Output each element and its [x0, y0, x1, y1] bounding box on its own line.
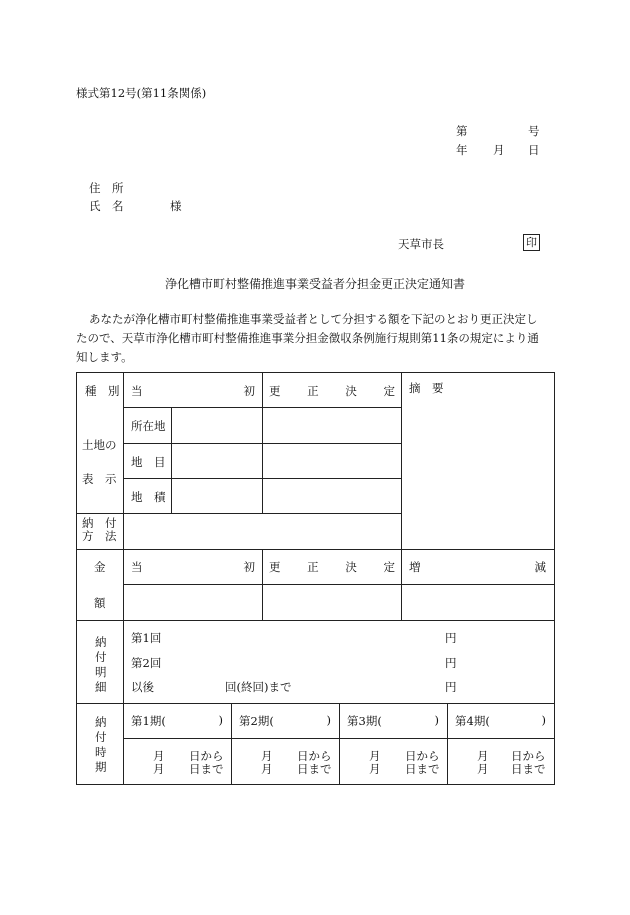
amount-zougen — [409, 559, 546, 575]
period-1-to: 日まで — [189, 762, 224, 776]
kin-label: 金 — [94, 560, 106, 574]
period-3-month — [369, 750, 381, 776]
name-label: 氏 名 — [89, 199, 124, 213]
kousei-char-1: 更 — [269, 384, 281, 398]
amount-kousei — [269, 559, 395, 575]
period-3-days — [405, 750, 440, 776]
period-2-to: 日まで — [297, 762, 332, 776]
period-4-month-to: 月 — [477, 762, 489, 776]
doc-number-go: 号 — [528, 124, 540, 138]
tousho-char-1: 当 — [131, 384, 143, 398]
hline — [77, 549, 554, 550]
vline — [262, 373, 263, 513]
jiki-char-3: 時 — [95, 745, 107, 759]
period-3-from: 日から — [405, 749, 440, 763]
vline — [262, 549, 263, 620]
date-day: 日 — [528, 143, 540, 157]
jiki-char-2: 付 — [95, 730, 107, 744]
body-line-2: たので、天草市浄化槽市町村整備推進事業分担金徴収条例施行規則第11条の規定により通 — [76, 331, 539, 345]
period-3-month-to: 月 — [369, 762, 381, 776]
period-3-close: ) — [434, 713, 439, 727]
hline — [77, 703, 554, 704]
jiki-char-1: 納 — [95, 715, 107, 729]
nofu-houhou-1: 納 付 — [82, 516, 117, 530]
body-line-1: あなたが浄化槽市町村整備推進事業受益者として分担する額を下記のとおり更正決定し — [89, 312, 538, 326]
chimoku-label: 地 目 — [131, 455, 166, 469]
tochi-label-1: 土地の — [82, 438, 117, 452]
period-4-days — [511, 750, 546, 776]
gaku-label: 額 — [94, 596, 106, 610]
hline — [123, 584, 554, 585]
jiki-char-4: 期 — [95, 760, 107, 774]
meisai-row-1-label: 第1回 — [131, 631, 162, 645]
kousei-char-4: 定 — [383, 384, 395, 398]
meisai-char-2: 付 — [95, 650, 107, 664]
zougen-char-2: 減 — [534, 560, 546, 574]
period-1-header — [131, 713, 223, 729]
period-1-from: 日から — [189, 749, 224, 763]
amount-tousho-char-2: 初 — [243, 560, 255, 574]
amount-kousei-char-3: 決 — [345, 560, 357, 574]
period-3-to: 日まで — [405, 762, 440, 776]
meisai-row-3-label: 以後 — [131, 680, 154, 694]
period-2-close: ) — [326, 713, 331, 727]
sama-label: 様 — [170, 199, 182, 213]
zougen-char-1: 増 — [409, 560, 421, 574]
amount-kousei-char-4: 定 — [383, 560, 395, 574]
period-4-to: 日まで — [511, 762, 546, 776]
period-2-month-from: 月 — [261, 749, 273, 763]
hline — [77, 620, 554, 621]
meisai-row-2-label: 第2回 — [131, 656, 162, 670]
date-year: 年 — [456, 143, 468, 157]
doc-number-dai: 第 — [456, 124, 468, 138]
meisai-char-4: 細 — [95, 680, 107, 694]
form-number: 様式第12号(第11条関係) — [76, 86, 207, 100]
period-1-month-to: 月 — [153, 762, 165, 776]
document-title: 浄化槽市町村整備推進事業受益者分担金更正決定通知書 — [165, 277, 466, 291]
kousei-char-2: 正 — [307, 384, 319, 398]
shubetsu-label: 種 別 — [85, 384, 120, 398]
decision-table — [76, 372, 555, 785]
period-3-month-from: 月 — [369, 749, 381, 763]
vline — [231, 703, 232, 784]
period-1-month — [153, 750, 165, 776]
period-1-month-from: 月 — [153, 749, 165, 763]
meisai-row-3-yen: 円 — [445, 680, 457, 694]
period-1-close: ) — [218, 713, 223, 727]
period-4-month — [477, 750, 489, 776]
sender-name: 天草市長 — [398, 237, 444, 251]
period-3-label: 第3期( — [347, 714, 382, 728]
chiseki-label: 地 積 — [131, 490, 166, 504]
vline — [447, 703, 448, 784]
period-1-label: 第1期( — [131, 714, 166, 728]
nofu-houhou-2: 方 法 — [82, 529, 117, 543]
period-2-month — [261, 750, 273, 776]
tousho-char-2: 初 — [243, 384, 255, 398]
seal-text: 印 — [523, 234, 540, 251]
period-4-from: 日から — [511, 749, 546, 763]
period-2-month-to: 月 — [261, 762, 273, 776]
amount-tousho-char-1: 当 — [131, 560, 143, 574]
meisai-row-3-mid: 回(終回)まで — [225, 680, 292, 694]
body-line-3: 知します。 — [76, 350, 133, 364]
period-2-days — [297, 750, 332, 776]
amount-tousho — [131, 559, 255, 575]
period-3-header — [347, 713, 439, 729]
period-4-label: 第4期( — [455, 714, 490, 728]
tochi-label-2: 表 示 — [82, 472, 117, 486]
meisai-char-1: 納 — [95, 635, 107, 649]
period-2-from: 日から — [297, 749, 332, 763]
shozaichi-label: 所在地 — [131, 419, 166, 433]
meisai-row-1-yen: 円 — [445, 631, 457, 645]
period-4-close: ) — [541, 713, 546, 727]
vline — [339, 703, 340, 784]
tekiyou-label: 摘 要 — [409, 381, 444, 395]
meisai-label — [95, 635, 107, 695]
amount-kousei-char-1: 更 — [269, 560, 281, 574]
seal-mark — [523, 234, 540, 251]
vline — [171, 407, 172, 513]
amount-kousei-char-2: 正 — [307, 560, 319, 574]
address-label: 住 所 — [89, 181, 124, 195]
period-2-header — [239, 713, 331, 729]
date-month: 月 — [493, 143, 505, 157]
jiki-label — [95, 715, 107, 775]
meisai-char-3: 明 — [95, 665, 107, 679]
kousei-header — [269, 383, 395, 399]
tousho-header — [131, 383, 255, 399]
hline — [77, 513, 401, 514]
vline — [401, 373, 402, 620]
period-2-label: 第2期( — [239, 714, 274, 728]
meisai-row-2-yen: 円 — [445, 656, 457, 670]
period-4-header — [455, 713, 546, 729]
period-4-month-from: 月 — [477, 749, 489, 763]
period-1-days — [189, 750, 224, 776]
kousei-char-3: 決 — [345, 384, 357, 398]
vline — [123, 373, 124, 784]
